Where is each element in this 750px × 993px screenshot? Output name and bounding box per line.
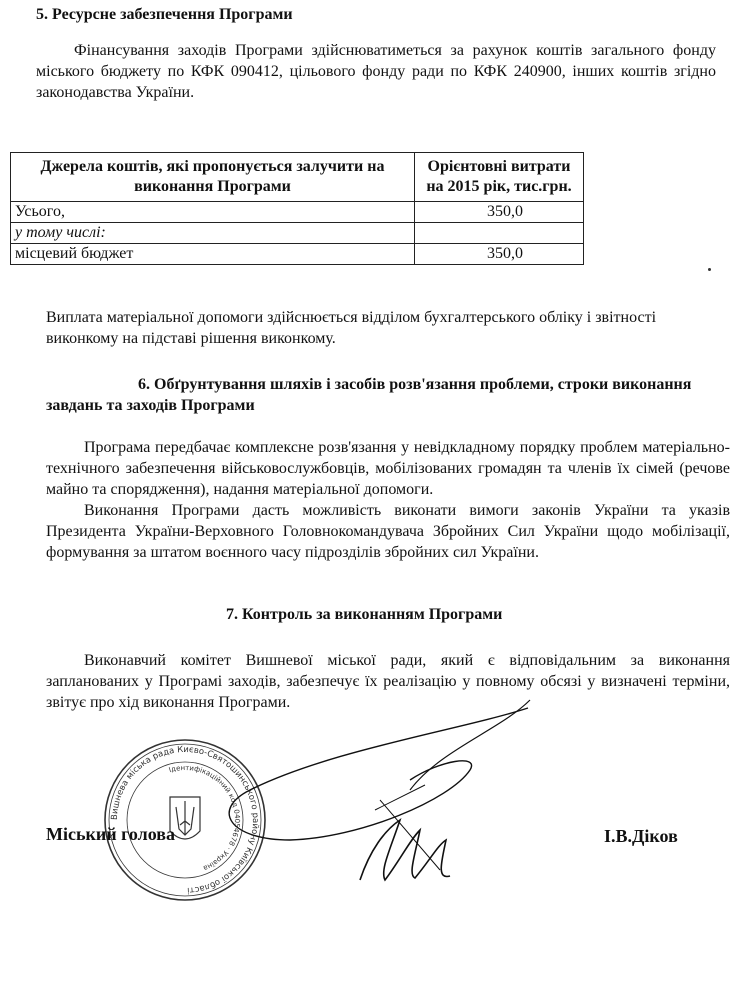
scan-speck bbox=[708, 268, 711, 271]
signatory-name: І.В.Діков bbox=[604, 826, 678, 846]
table-cell-label: у тому числі: bbox=[11, 223, 415, 244]
funding-table bbox=[10, 152, 584, 265]
section-7-heading: 7. Контроль за виконанням Програми bbox=[226, 606, 503, 623]
table-cell-label: місцевий бюджет bbox=[11, 244, 415, 265]
table-cell-value: 350,0 bbox=[415, 244, 584, 265]
svg-text:Ідентифікаційний код 04054678: Ідентифікаційний код 04054678 · Україна bbox=[167, 763, 242, 873]
section-7-paragraph: Виконавчий комітет Вишневої міської ради, який є відповідальним за виконання запланованих у Програмі заходів, забезпечує їх реалізацію у повному обсязі у визначені терміни, звітує про хід виконання Програми. bbox=[46, 652, 730, 711]
section-5-heading: 5. Ресурсне забезпечення Програми bbox=[36, 6, 293, 23]
table-header-source: Джерела коштів, які пропонується залучити на виконання Програми bbox=[11, 153, 415, 202]
table-row bbox=[11, 223, 584, 244]
table-row bbox=[11, 202, 584, 223]
section-6-heading: 6. Обґрунтування шляхів і засобів розв'язання проблеми, строки виконання завдань та заходів Програми bbox=[46, 376, 692, 414]
table-row bbox=[11, 244, 584, 265]
handwritten-signature bbox=[210, 690, 540, 900]
table-header-row bbox=[11, 153, 584, 202]
table-header-cost: Орієнтовні витрати на 2015 рік, тис.грн. bbox=[415, 153, 584, 202]
section-6-paragraph-1: Програма передбачає комплексне розв'язання у невідкладному порядку проблем матеріально-технічного забезпечення військовослужбовців, мобілізованих громадян та членів їх сімей (речове майно та спорядження), надання матеріальної допомоги. bbox=[46, 439, 730, 498]
table-cell-value: 350,0 bbox=[415, 202, 584, 223]
table-cell-label: Усього, bbox=[11, 202, 415, 223]
section-5-paragraph: Фінансування заходів Програми здійснюватиметься за рахунок коштів загального фонду міського бюджету по КФК 090412, цільового фонду ради по КФК 240900, інших коштів згідно законодавства України. bbox=[36, 42, 716, 101]
svg-text:Вишнева міська рада Києво-Свят: Вишнева міська рада Києво-Святошинського району Київської області bbox=[109, 744, 261, 895]
payment-note: Виплата матеріальної допомоги здійснюється відділом бухгалтерського обліку і звітності виконкому на підставі рішення виконкому. bbox=[46, 309, 657, 347]
section-6-paragraph-2: Виконання Програми дасть можливість виконати вимоги законів України та указів Президента України-Верховного Головнокомандувача Збройних Сил України щодо мобілізації, формування за штатом воєнного часу підрозділів збройних сил України. bbox=[46, 502, 730, 561]
signatory-position: Міський голова bbox=[46, 824, 175, 844]
table-cell-value bbox=[415, 223, 584, 244]
